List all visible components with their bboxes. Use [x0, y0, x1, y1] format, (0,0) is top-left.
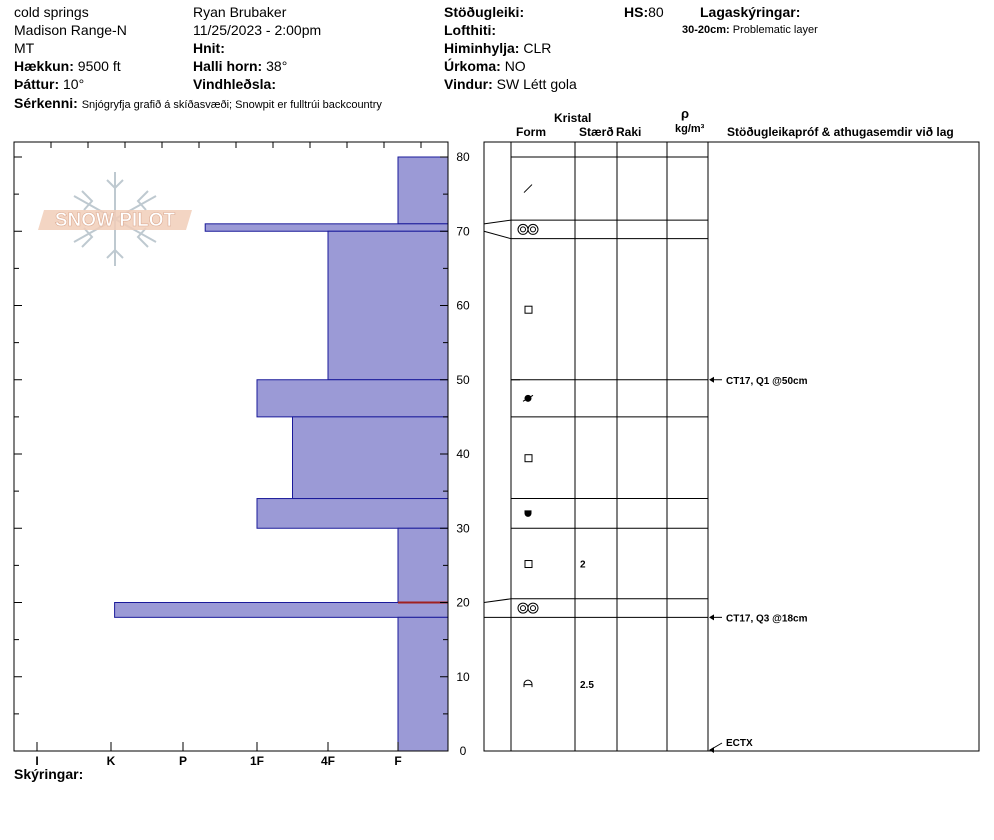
tests-header: Stöðugleikapróf & athugasemdir við lag — [727, 125, 954, 139]
crystal-form-faceted — [525, 561, 532, 568]
slope-value: 38° — [266, 58, 288, 74]
observer-name: Ryan Brubaker — [193, 4, 287, 20]
air-temp-label: Lofthiti: — [444, 22, 497, 38]
surface-hoar-inner — [531, 227, 536, 232]
test-arrow-head — [709, 747, 714, 753]
hardness-bar — [398, 157, 448, 224]
surface-hoar-outer — [518, 603, 528, 613]
coords-label: Hnit: — [193, 40, 225, 56]
facet-symbol — [525, 306, 532, 313]
stability-test-label: CT17, Q3 @18cm — [726, 613, 808, 625]
features-label: Sérkenni: — [14, 95, 78, 111]
form-header: Form — [516, 125, 546, 139]
moisture-header: Raki — [616, 125, 642, 139]
stability-test-label: ECTX — [726, 738, 753, 749]
test-arrow-head — [709, 377, 714, 383]
rounding-facet-symbol — [525, 510, 532, 517]
hardness-tick-label: F — [394, 754, 402, 768]
state-name: MT — [14, 40, 35, 56]
hardness-tick-label: 4F — [320, 754, 336, 768]
crystal-connector — [484, 231, 511, 238]
crystal-form-rounding-facet — [525, 510, 532, 517]
aspect-label: Þáttur: — [14, 76, 60, 92]
snowpilot-logo — [38, 172, 192, 266]
precip-value: NO — [504, 58, 526, 74]
hardness-axis — [35, 742, 401, 768]
layer-note-range: 30-20cm: — [682, 24, 730, 36]
stability-tests — [709, 376, 808, 753]
depth-hoar-symbol — [524, 680, 532, 687]
stability-test-label: CT17, Q1 @50cm — [726, 375, 808, 387]
crystal-header: Kristal — [554, 111, 592, 125]
crystal-form-faceted — [525, 455, 532, 462]
crystal-form-surface-hoar — [518, 224, 538, 234]
depth-tick-label: 20 — [456, 595, 470, 610]
facet-symbol — [525, 455, 532, 462]
crystal-form-melt-freeze — [523, 395, 533, 402]
hs-label: HS: — [624, 4, 649, 20]
depth-tick-label: 30 — [456, 521, 470, 536]
crystal-table-frame — [484, 142, 979, 751]
test-arrow-head — [709, 614, 714, 620]
depth-tick-label: 0 — [459, 744, 467, 758]
density-unit-header: kg/m³ — [675, 123, 705, 135]
sky-value: CLR — [523, 40, 552, 56]
hardness-tick-label: I — [35, 754, 39, 768]
stability-label: Stöðugleiki: — [444, 4, 525, 20]
depth-tick-label: 40 — [456, 447, 470, 461]
hs-value: 80 — [648, 4, 664, 20]
facet-symbol — [525, 561, 532, 568]
crystal-connector — [484, 220, 511, 224]
crystal-size-label: 2.5 — [580, 680, 594, 692]
rho-header: ρ — [681, 106, 690, 121]
size-header: Stærð — [579, 125, 614, 139]
hardness-bar — [398, 617, 448, 751]
surface-hoar-outer — [528, 224, 538, 234]
precip-label: Úrkoma: — [444, 58, 501, 74]
location-name: cold springs — [14, 4, 89, 20]
elevation-label: Hækkun: — [14, 58, 74, 74]
hardness-tick-label: 1F — [249, 754, 265, 768]
range-name: Madison Range-N — [14, 22, 127, 38]
hardness-bars — [115, 157, 448, 751]
crystal-form-slash — [524, 185, 532, 193]
elevation-value: 9500 ft — [77, 58, 121, 74]
crystal-rows — [484, 157, 708, 691]
depth-tick-label: 80 — [456, 150, 470, 164]
slope-label: Halli horn: — [193, 58, 263, 74]
crystal-table-columns — [511, 142, 708, 751]
slash-symbol — [524, 185, 532, 193]
layer-notes-label: Lagaskýringar: — [700, 4, 801, 20]
observation-datetime: 11/25/2023 - 2:00pm — [193, 22, 322, 38]
hardness-bar — [257, 380, 448, 417]
crystal-form-surface-hoar — [518, 603, 538, 613]
surface-hoar-outer — [518, 224, 528, 234]
surface-hoar-outer — [528, 603, 538, 613]
snowpilot-logo-text: SNOW PILOT — [54, 210, 176, 231]
notes-label: Skýringar: — [14, 766, 84, 782]
hardness-tick-label: P — [178, 754, 188, 768]
hardness-bar — [398, 528, 448, 602]
wind-loading-label: Vindhleðsla: — [193, 76, 276, 92]
wind-label: Vindur: — [444, 76, 493, 92]
hardness-bar — [115, 603, 448, 618]
surface-hoar-inner — [521, 227, 526, 232]
depth-tick-label: 10 — [456, 669, 470, 684]
depth-axis — [456, 150, 470, 758]
wind-value: SW Létt gola — [496, 76, 577, 92]
hardness-tick-label: K — [106, 754, 116, 768]
features-value: Snjógryfja grafið á skíðasvæði; Snowpit er fulltrúi backcountry — [81, 99, 382, 111]
crystal-form-faceted — [525, 306, 532, 313]
hardness-bar — [205, 224, 448, 231]
hardness-bar — [293, 417, 449, 499]
crystal-form-depth-hoar — [524, 680, 532, 687]
depth-tick-label: 60 — [456, 298, 470, 313]
depth-tick-label: 50 — [456, 372, 470, 387]
surface-hoar-inner — [531, 606, 536, 611]
hardness-bar — [257, 499, 448, 529]
depth-tick-label: 70 — [456, 224, 470, 239]
surface-hoar-inner — [521, 606, 526, 611]
crystal-size-label: 2 — [580, 559, 586, 571]
hardness-bar — [328, 231, 448, 380]
aspect-value: 10° — [63, 76, 85, 92]
layer-note-text: Problematic layer — [732, 24, 818, 36]
sky-label: Himinhylja: — [444, 40, 520, 56]
crystal-connector — [484, 599, 511, 603]
